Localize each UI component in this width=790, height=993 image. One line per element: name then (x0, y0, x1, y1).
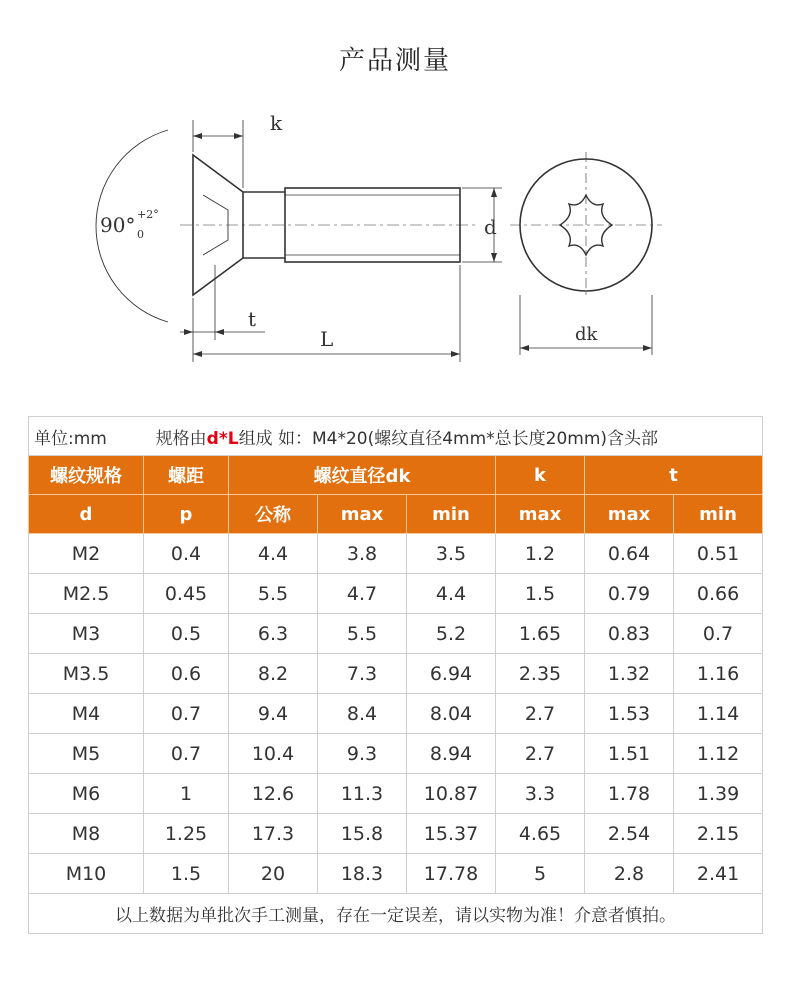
header-row-1 (29, 456, 763, 495)
subheader-max: max (318, 495, 407, 534)
table-cell: 0.4 (144, 534, 229, 574)
table-cell: 2.15 (674, 814, 763, 854)
table-cell: 0.45 (144, 574, 229, 614)
header-thread-dia: 螺纹直径dk (229, 456, 496, 495)
table-cell: 1.53 (585, 694, 674, 734)
rule-L: L (227, 428, 239, 449)
spec-table-container (28, 416, 762, 934)
label-t: t (248, 307, 257, 331)
table-cell: 8.2 (229, 654, 318, 694)
table-cell: 1.78 (585, 774, 674, 814)
table-cell: 11.3 (318, 774, 407, 814)
table-cell: 0.5 (144, 614, 229, 654)
unit-label: 单位:mm (34, 428, 107, 449)
table-cell: M3 (29, 614, 144, 654)
table-row (29, 614, 763, 654)
screw-dimension-drawing (0, 100, 790, 380)
table-cell: 4.4 (229, 534, 318, 574)
table-cell: 1.14 (674, 694, 763, 734)
table-cell: 4.4 (407, 574, 496, 614)
table-row (29, 654, 763, 694)
table-cell: 4.65 (496, 814, 585, 854)
table-cell: 9.3 (318, 734, 407, 774)
table-row (29, 734, 763, 774)
table-cell: 0.51 (674, 534, 763, 574)
label-angle: 90° (100, 213, 136, 237)
table-cell: 9.4 (229, 694, 318, 734)
table-cell: 0.7 (144, 694, 229, 734)
table-cell: 10.4 (229, 734, 318, 774)
table-cell: 1.51 (585, 734, 674, 774)
table-cell: M2.5 (29, 574, 144, 614)
footer-row (29, 894, 763, 934)
table-cell: 17.78 (407, 854, 496, 894)
footer-note: 以上数据为单批次手工测量，存在一定误差，请以实物为准！介意者慎拍。 (29, 894, 763, 934)
table-cell: 8.4 (318, 694, 407, 734)
rule-prefix: 规格由 (155, 428, 207, 449)
table-cell: 0.7 (144, 734, 229, 774)
page-title: 产品测量 (338, 46, 451, 76)
table-cell: 1.65 (496, 614, 585, 654)
table-cell: M5 (29, 734, 144, 774)
table-cell: 5.2 (407, 614, 496, 654)
table-cell: 6.3 (229, 614, 318, 654)
subheader-min: min (407, 495, 496, 534)
table-cell: 1.5 (496, 574, 585, 614)
table-cell: 3.5 (407, 534, 496, 574)
header-row-2 (29, 495, 763, 534)
unit-cell (29, 417, 763, 456)
table-cell: 2.8 (585, 854, 674, 894)
table-cell: 5.5 (229, 574, 318, 614)
label-dk: dk (575, 324, 598, 345)
table-cell: 0.6 (144, 654, 229, 694)
table-cell: 8.94 (407, 734, 496, 774)
table-cell: 2.7 (496, 694, 585, 734)
header-t: t (585, 456, 763, 495)
subheader-t-min: min (674, 495, 763, 534)
table-cell: 0.83 (585, 614, 674, 654)
table-cell: 0.66 (674, 574, 763, 614)
table-cell: 7.3 (318, 654, 407, 694)
subheader-d: d (29, 495, 144, 534)
table-row (29, 854, 763, 894)
table-cell: M8 (29, 814, 144, 854)
table-cell: M6 (29, 774, 144, 814)
unit-row (29, 417, 763, 456)
table-cell: 15.8 (318, 814, 407, 854)
table-cell: 12.6 (229, 774, 318, 814)
table-cell: 15.37 (407, 814, 496, 854)
table-cell: 17.3 (229, 814, 318, 854)
table-body (29, 534, 763, 894)
table-cell: 1.25 (144, 814, 229, 854)
subheader-t-max: max (585, 495, 674, 534)
table-cell: 20 (229, 854, 318, 894)
table-cell: M2 (29, 534, 144, 574)
table-cell: 2.7 (496, 734, 585, 774)
table-cell: 1.16 (674, 654, 763, 694)
table-row (29, 694, 763, 734)
table-cell: 10.87 (407, 774, 496, 814)
table-cell: 0.79 (585, 574, 674, 614)
table-cell: 1.12 (674, 734, 763, 774)
table-cell: 8.04 (407, 694, 496, 734)
table-row (29, 814, 763, 854)
label-L: L (320, 327, 334, 351)
subheader-p: p (144, 495, 229, 534)
header-k: k (496, 456, 585, 495)
table-cell: 6.94 (407, 654, 496, 694)
subheader-k-max: max (496, 495, 585, 534)
spec-table (28, 416, 763, 934)
table-cell: 2.41 (674, 854, 763, 894)
header-pitch: 螺距 (144, 456, 229, 495)
label-d: d (484, 215, 497, 239)
rule-d: d* (206, 428, 228, 449)
table-cell: M4 (29, 694, 144, 734)
table-row (29, 534, 763, 574)
table-cell: 1.39 (674, 774, 763, 814)
label-angle-tol-bottom: 0 (137, 228, 144, 241)
table-cell: 1.5 (144, 854, 229, 894)
table-cell: 2.35 (496, 654, 585, 694)
table-cell: M3.5 (29, 654, 144, 694)
subheader-nominal: 公称 (229, 495, 318, 534)
table-cell: 1.2 (496, 534, 585, 574)
table-cell: 2.54 (585, 814, 674, 854)
table-cell: 5 (496, 854, 585, 894)
rule-suffix: 组成 如：M4*20(螺纹直径4mm*总长度20mm)含头部 (238, 428, 659, 449)
table-cell: M10 (29, 854, 144, 894)
table-cell: 18.3 (318, 854, 407, 894)
label-angle-tol-top: +2° (137, 208, 159, 221)
header-spec: 螺纹规格 (29, 456, 144, 495)
table-cell: 4.7 (318, 574, 407, 614)
table-row (29, 574, 763, 614)
table-cell: 0.7 (674, 614, 763, 654)
table-cell: 0.64 (585, 534, 674, 574)
table-row (29, 774, 763, 814)
table-cell: 3.8 (318, 534, 407, 574)
table-cell: 5.5 (318, 614, 407, 654)
table-cell: 1 (144, 774, 229, 814)
label-k: k (270, 111, 283, 135)
table-cell: 3.3 (496, 774, 585, 814)
table-cell: 1.32 (585, 654, 674, 694)
